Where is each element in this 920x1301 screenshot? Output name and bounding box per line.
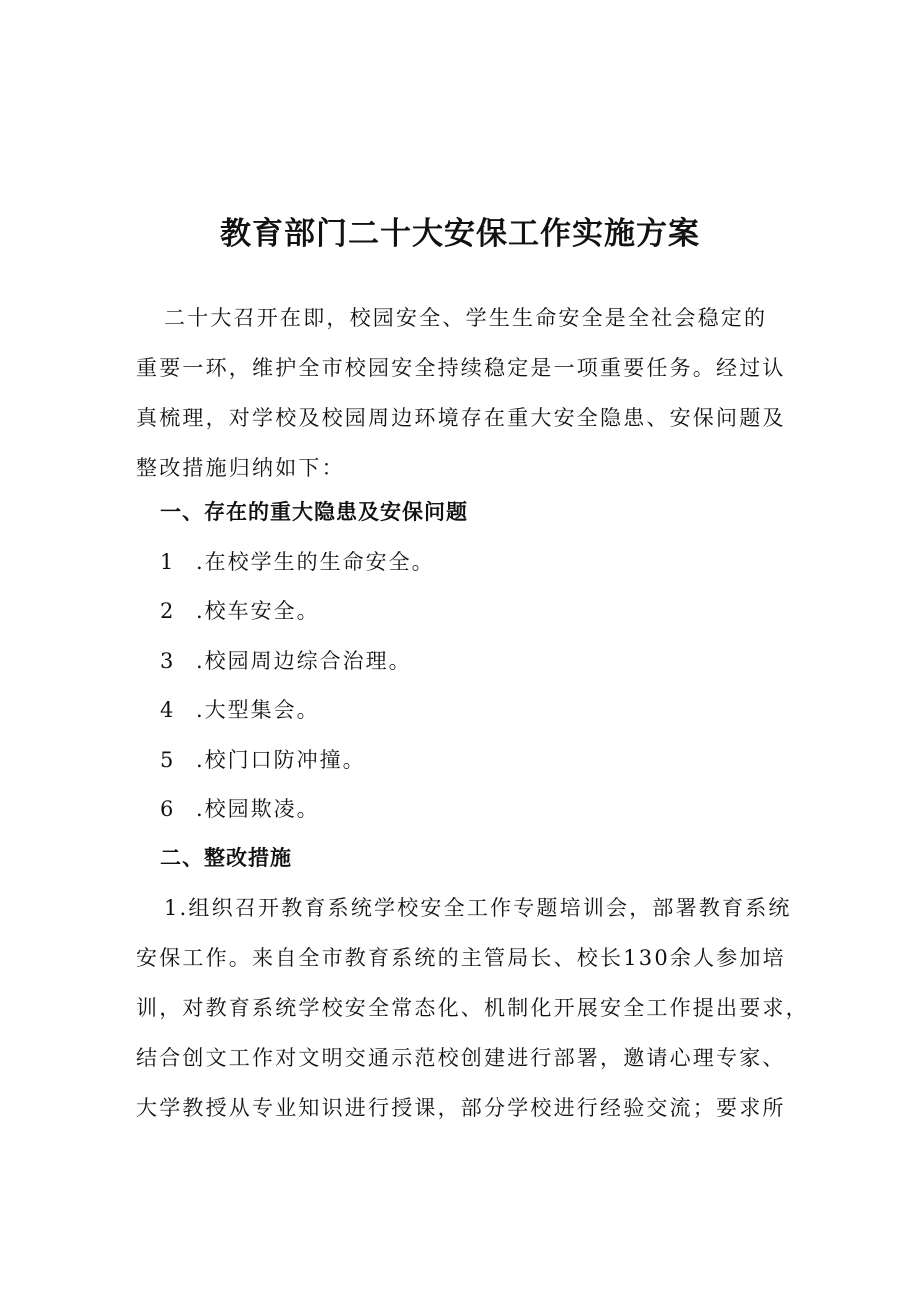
measures-line: 结合创文工作对文明交通示范校创建进行部署，邀请心理专家、 <box>136 1046 786 1070</box>
list-item <box>160 745 366 775</box>
section-heading-2: 二、整改措施 <box>160 846 292 870</box>
list-item-number: 5 <box>160 748 176 772</box>
intro-paragraph <box>136 293 788 493</box>
list-item-text: .大型集会。 <box>196 698 320 722</box>
intro-line: 真梳理，对学校及校园周边环境存在重大安全隐患、安保问题及 <box>136 406 786 430</box>
measures-line: 训，对教育系统学校安全常态化、机制化开展安全工作提出要求， <box>136 996 809 1020</box>
list-item <box>160 547 435 577</box>
document-title: 教育部门二十大安保工作实施方案 <box>220 216 700 252</box>
list-item <box>160 794 320 824</box>
list-item-number: 3 <box>160 649 176 673</box>
measures-paragraph <box>136 883 809 1133</box>
measures-line: 大学教授从专业知识进行授课，部分学校进行经验交流；要求所 <box>136 1096 786 1120</box>
list-item-text: .校车安全。 <box>196 599 320 623</box>
intro-line: 二十大召开在即，校园安全、学生生命安全是全社会稳定的 <box>164 306 768 330</box>
intro-line: 重要一环，维护全市校园安全持续稳定是一项重要任务。经过认 <box>136 356 786 380</box>
list-item-number: 4 <box>160 698 176 722</box>
intro-line: 整改措施归纳如下： <box>136 456 345 480</box>
list-item-text: .在校学生的生命安全。 <box>196 550 435 574</box>
measures-line: 安保工作。来自全市教育系统的主管局长、校长130余人参加培 <box>136 946 786 970</box>
list-item-text: .校园欺凌。 <box>196 797 320 821</box>
list-item-text: .校园周边综合治理。 <box>196 649 412 673</box>
measures-line: 1.组织召开教育系统学校安全工作专题培训会，部署教育系统 <box>164 896 792 920</box>
list-item-text: .校门口防冲撞。 <box>196 748 366 772</box>
list-item <box>160 596 320 626</box>
list-item <box>160 646 412 676</box>
list-item-number: 2 <box>160 599 176 623</box>
list-item-number: 6 <box>160 797 176 821</box>
list-item <box>160 695 320 725</box>
section-heading-1: 一、存在的重大隐患及安保问题 <box>160 500 468 524</box>
list-item-number: 1 <box>160 550 176 574</box>
